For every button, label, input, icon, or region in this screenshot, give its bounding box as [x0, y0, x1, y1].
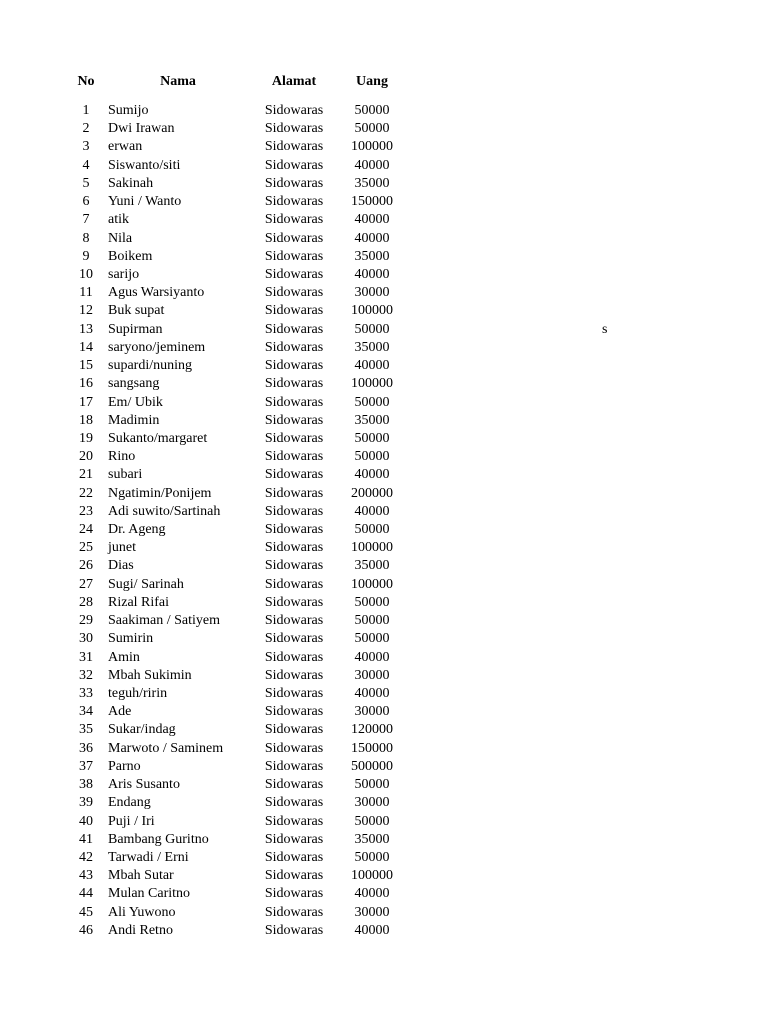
row-no: 12 — [79, 303, 93, 319]
row-alamat: Sidowaras — [264, 631, 324, 647]
row-alamat: Sidowaras — [264, 376, 324, 392]
row-uang: 35000 — [354, 248, 390, 264]
row-nama: Nila — [108, 230, 133, 246]
row-no: 21 — [79, 467, 93, 483]
row-nama: Mbah Sutar — [108, 868, 174, 884]
row-nama: Aris Susanto — [108, 777, 180, 793]
row-nama: Em/ Ubik — [108, 394, 163, 410]
table-row — [0, 741, 768, 759]
row-alamat: Sidowaras — [264, 777, 324, 793]
row-no: 43 — [79, 868, 93, 884]
table-row — [0, 777, 768, 795]
table-row — [0, 194, 768, 212]
table-row — [0, 103, 768, 121]
row-uang: 40000 — [354, 358, 390, 374]
row-nama: Sukar/indag — [108, 722, 176, 738]
row-no: 16 — [79, 376, 93, 392]
row-no: 37 — [79, 758, 93, 774]
row-uang: 50000 — [354, 813, 390, 829]
row-uang: 50000 — [354, 121, 390, 137]
row-alamat: Sidowaras — [264, 649, 324, 665]
row-no: 31 — [79, 649, 93, 665]
row-alamat: Sidowaras — [264, 139, 324, 155]
table-row — [0, 722, 768, 740]
row-no: 27 — [79, 576, 93, 592]
row-uang: 50000 — [354, 522, 390, 538]
row-alamat: Sidowaras — [264, 230, 324, 246]
row-uang: 100000 — [351, 139, 393, 155]
row-alamat: Sidowaras — [264, 485, 324, 501]
table-row — [0, 158, 768, 176]
row-no: 38 — [79, 777, 93, 793]
row-uang: 40000 — [354, 503, 390, 519]
row-no: 26 — [79, 558, 93, 574]
row-alamat: Sidowaras — [264, 430, 324, 446]
row-uang: 50000 — [354, 613, 390, 629]
row-uang: 50000 — [354, 321, 390, 337]
row-nama: Agus Warsiyanto — [108, 285, 205, 301]
row-nama: Sumijo — [108, 103, 149, 118]
row-no: 20 — [79, 449, 93, 465]
table-row — [0, 285, 768, 303]
row-uang: 100000 — [351, 576, 393, 592]
table-row — [0, 905, 768, 923]
table-row — [0, 540, 768, 558]
header-alamat: Alamat — [271, 74, 317, 89]
row-alamat: Sidowaras — [264, 121, 324, 137]
row-uang: 30000 — [354, 704, 390, 720]
table-row — [0, 577, 768, 595]
row-alamat: Sidowaras — [264, 594, 324, 610]
row-alamat: Sidowaras — [264, 175, 324, 191]
row-uang: 30000 — [354, 795, 390, 811]
row-alamat: Sidowaras — [264, 686, 324, 701]
row-no: 4 — [82, 157, 90, 173]
row-no: 1 — [82, 103, 90, 118]
row-nama: Ade — [108, 704, 132, 720]
row-alamat: Sidowaras — [264, 904, 324, 920]
row-uang: 35000 — [354, 412, 390, 428]
table-row — [0, 413, 768, 431]
table-row — [0, 868, 768, 886]
row-no: 5 — [82, 175, 90, 191]
row-nama: Mbah Sukimin — [108, 667, 192, 683]
table-row — [0, 358, 768, 376]
row-nama: Dr. Ageng — [108, 522, 166, 538]
header-uang: Uang — [356, 74, 388, 89]
row-uang: 40000 — [354, 467, 390, 483]
row-uang: 50000 — [354, 594, 390, 610]
row-no: 9 — [82, 248, 90, 264]
row-uang: 200000 — [351, 485, 393, 501]
row-alamat: Sidowaras — [264, 576, 324, 592]
table-row — [0, 650, 768, 668]
row-nama: Yuni / Wanto — [108, 194, 182, 210]
row-no: 33 — [79, 686, 93, 701]
row-no: 10 — [79, 266, 93, 282]
row-alamat: Sidowaras — [264, 321, 324, 337]
row-no: 29 — [79, 613, 93, 629]
row-nama: Madimin — [108, 412, 160, 428]
table-row — [0, 486, 768, 504]
row-alamat: Sidowaras — [264, 831, 324, 847]
row-uang: 50000 — [354, 430, 390, 446]
table-row — [0, 886, 768, 904]
row-nama: Sugi/ Sarinah — [108, 576, 184, 592]
stray-cell-text: s — [602, 322, 608, 337]
row-uang: 100000 — [351, 303, 393, 319]
row-nama: Dias — [108, 558, 134, 574]
row-no: 2 — [82, 121, 90, 137]
table-row — [0, 340, 768, 358]
row-nama: Parno — [108, 758, 141, 774]
table-row — [0, 795, 768, 813]
row-nama: Rizal Rifai — [108, 594, 170, 610]
row-no: 15 — [79, 358, 93, 374]
row-alamat: Sidowaras — [264, 194, 324, 210]
row-nama: subari — [108, 467, 143, 483]
row-no: 22 — [79, 485, 93, 501]
row-alamat: Sidowaras — [264, 157, 324, 173]
row-alamat: Sidowaras — [264, 795, 324, 811]
row-nama: junet — [108, 540, 136, 556]
row-nama: Ali Yuwono — [108, 904, 176, 920]
header-no: No — [77, 74, 95, 89]
row-alamat: Sidowaras — [264, 758, 324, 774]
row-nama: sangsang — [108, 376, 160, 392]
row-nama: Saakiman / Satiyem — [108, 613, 220, 629]
row-nama: Boikem — [108, 248, 153, 264]
row-nama: Supirman — [108, 321, 163, 337]
row-uang: 150000 — [351, 740, 393, 756]
table-row — [0, 504, 768, 522]
table-row — [0, 558, 768, 576]
row-uang: 50000 — [354, 394, 390, 410]
row-no: 19 — [79, 430, 93, 446]
row-uang: 500000 — [351, 758, 393, 774]
row-uang: 30000 — [354, 285, 390, 301]
table-row — [0, 522, 768, 540]
row-uang: 35000 — [354, 175, 390, 191]
table-row — [0, 613, 768, 631]
row-alamat: Sidowaras — [264, 813, 324, 829]
row-alamat: Sidowaras — [264, 212, 324, 228]
row-alamat: Sidowaras — [264, 922, 324, 938]
row-nama: Siswanto/siti — [108, 157, 181, 173]
row-no: 11 — [79, 285, 93, 301]
row-nama: supardi/nuning — [108, 358, 192, 374]
row-uang: 40000 — [354, 266, 390, 282]
row-nama: Dwi Irawan — [108, 121, 175, 137]
row-no: 46 — [79, 922, 93, 938]
row-nama: Sumirin — [108, 631, 154, 647]
row-alamat: Sidowaras — [264, 467, 324, 483]
row-uang: 50000 — [354, 449, 390, 465]
row-no: 25 — [79, 540, 93, 556]
row-no: 13 — [79, 321, 93, 337]
row-no: 40 — [79, 813, 93, 829]
table-row — [0, 449, 768, 467]
row-alamat: Sidowaras — [264, 303, 324, 319]
row-uang: 100000 — [351, 868, 393, 884]
row-no: 30 — [79, 631, 93, 647]
row-no: 32 — [79, 667, 93, 683]
table-row — [0, 303, 768, 321]
row-alamat: Sidowaras — [264, 849, 324, 865]
row-uang: 40000 — [354, 686, 390, 701]
table-row — [0, 832, 768, 850]
table-row — [0, 431, 768, 449]
table-row — [0, 467, 768, 485]
row-alamat: Sidowaras — [264, 740, 324, 756]
row-nama: saryono/jeminem — [108, 339, 206, 355]
row-no: 36 — [79, 740, 93, 756]
row-alamat: Sidowaras — [264, 722, 324, 738]
table-row — [0, 176, 768, 194]
row-nama: Puji / Iri — [108, 813, 155, 829]
row-nama: Andi Retno — [108, 922, 173, 938]
row-no: 8 — [82, 230, 90, 246]
table-row — [0, 631, 768, 649]
row-nama: Buk supat — [108, 303, 165, 319]
table-row — [0, 704, 768, 722]
table-row — [0, 668, 768, 686]
row-uang: 150000 — [351, 194, 393, 210]
row-no: 6 — [82, 194, 90, 210]
row-no: 24 — [79, 522, 93, 538]
row-nama: Marwoto / Saminem — [108, 740, 224, 756]
row-nama: Mulan Caritno — [108, 886, 191, 902]
table-row — [0, 759, 768, 777]
row-alamat: Sidowaras — [264, 266, 324, 282]
row-uang: 40000 — [354, 649, 390, 665]
table-row — [0, 249, 768, 267]
row-uang: 30000 — [354, 667, 390, 683]
table-row — [0, 139, 768, 157]
row-no: 14 — [79, 339, 93, 355]
row-uang: 50000 — [354, 631, 390, 647]
row-no: 7 — [82, 212, 90, 228]
row-alamat: Sidowaras — [264, 339, 324, 355]
row-uang: 40000 — [354, 922, 390, 938]
row-nama: Sukanto/margaret — [108, 430, 208, 446]
row-uang: 50000 — [354, 103, 390, 118]
table-row — [0, 212, 768, 230]
row-nama: atik — [108, 212, 129, 228]
row-alamat: Sidowaras — [264, 522, 324, 538]
row-alamat: Sidowaras — [264, 248, 324, 264]
row-uang: 40000 — [354, 886, 390, 902]
row-uang: 35000 — [354, 339, 390, 355]
row-alamat: Sidowaras — [264, 613, 324, 629]
row-no: 41 — [79, 831, 93, 847]
row-nama: Rino — [108, 449, 136, 465]
row-uang: 40000 — [354, 230, 390, 246]
row-no: 39 — [79, 795, 93, 811]
table-body — [0, 103, 768, 941]
table-row — [0, 267, 768, 285]
table-row — [0, 395, 768, 413]
row-uang: 35000 — [354, 558, 390, 574]
table-row — [0, 923, 768, 941]
row-alamat: Sidowaras — [264, 704, 324, 720]
row-uang: 35000 — [354, 831, 390, 847]
row-alamat: Sidowaras — [264, 868, 324, 884]
row-no: 42 — [79, 849, 93, 865]
row-uang: 30000 — [354, 904, 390, 920]
row-uang: 50000 — [354, 777, 390, 793]
row-uang: 40000 — [354, 157, 390, 173]
row-alamat: Sidowaras — [264, 358, 324, 374]
row-alamat: Sidowaras — [264, 540, 324, 556]
row-alamat: Sidowaras — [264, 412, 324, 428]
row-nama: Endang — [108, 795, 151, 811]
table-row — [0, 850, 768, 868]
row-alamat: Sidowaras — [264, 449, 324, 465]
row-nama: Bambang Guritno — [108, 831, 209, 847]
row-uang: 50000 — [354, 849, 390, 865]
row-no: 3 — [82, 139, 90, 155]
row-no: 17 — [79, 394, 93, 410]
row-no: 28 — [79, 594, 93, 610]
row-nama: Sakinah — [108, 175, 154, 191]
row-no: 44 — [79, 886, 93, 902]
row-alamat: Sidowaras — [264, 503, 324, 519]
row-no: 45 — [79, 904, 93, 920]
row-uang: 40000 — [354, 212, 390, 228]
header-nama: Nama — [160, 74, 196, 89]
table-row — [0, 121, 768, 139]
row-nama: Amin — [108, 649, 140, 665]
table-row — [0, 231, 768, 249]
row-alamat: Sidowaras — [264, 886, 324, 902]
row-no: 35 — [79, 722, 93, 738]
table-row — [0, 595, 768, 613]
row-no: 34 — [79, 704, 93, 720]
row-uang: 100000 — [351, 376, 393, 392]
row-alamat: Sidowaras — [264, 667, 324, 683]
row-alamat: Sidowaras — [264, 285, 324, 301]
table-row — [0, 814, 768, 832]
table-row — [0, 686, 768, 704]
row-alamat: Sidowaras — [264, 558, 324, 574]
table-row — [0, 322, 768, 340]
row-uang: 100000 — [351, 540, 393, 556]
row-nama: Ngatimin/Ponijem — [108, 485, 212, 501]
row-nama: erwan — [108, 139, 143, 155]
row-no: 23 — [79, 503, 93, 519]
table-row — [0, 376, 768, 394]
row-no: 18 — [79, 412, 93, 428]
row-nama: teguh/ririn — [108, 686, 168, 701]
row-alamat: Sidowaras — [264, 103, 324, 118]
row-uang: 120000 — [351, 722, 393, 738]
row-alamat: Sidowaras — [264, 394, 324, 410]
row-nama: Tarwadi / Erni — [108, 849, 189, 865]
row-nama: sarijo — [108, 266, 140, 282]
row-nama: Adi suwito/Sartinah — [108, 503, 221, 519]
